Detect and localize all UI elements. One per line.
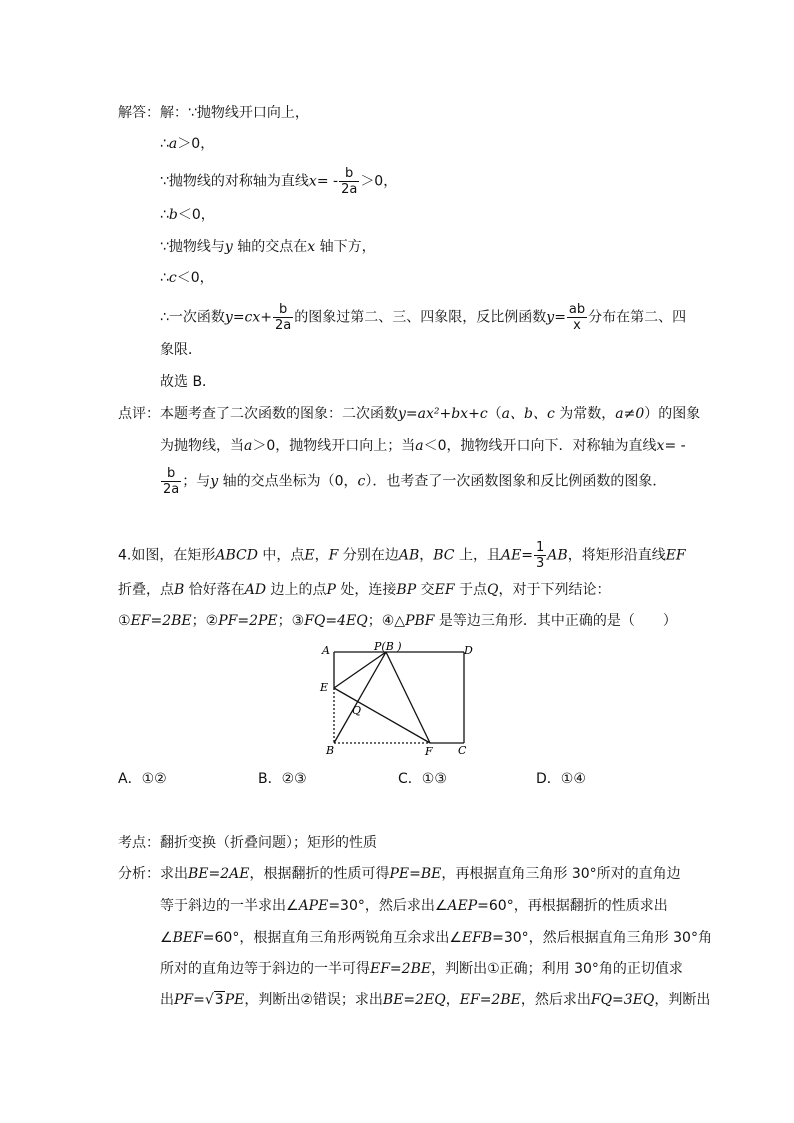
- math-expr: PE=BE: [389, 866, 442, 882]
- math-expr: a≠0: [615, 406, 645, 422]
- analysis-text: ，判断出①正确；利用 30°角的正切值求: [431, 961, 683, 977]
- line-ef: [334, 688, 430, 743]
- q4-text: 中，点: [257, 547, 305, 564]
- answer-line-3: [160, 166, 397, 197]
- comment-text: 轴的交点坐标为（0，: [218, 473, 358, 490]
- sqrt-radicand: 3: [214, 992, 224, 1008]
- comment-text: （: [487, 406, 502, 422]
- q4-text: ，: [314, 547, 329, 564]
- math-var: b: [168, 207, 178, 223]
- math-var: y: [210, 473, 219, 490]
- answer-text: 轴的交点在: [232, 239, 308, 255]
- math-expr: BEF: [172, 930, 203, 946]
- fraction-numerator: 1: [536, 540, 545, 555]
- math-expr: EF=2BE: [370, 961, 432, 977]
- fraction-denominator: 2a: [275, 318, 292, 333]
- comment-text: 本题考查了二次函数的图象：二次函数: [160, 406, 398, 422]
- math-var: E: [304, 547, 315, 564]
- q4-text: 上，且: [454, 547, 501, 564]
- math-expr: a、b、c: [501, 406, 555, 422]
- analysis-text: ，: [445, 992, 460, 1008]
- answer-text: ＜0，: [177, 207, 215, 223]
- comment-line-2: [160, 436, 686, 456]
- math-expr: AB: [398, 547, 420, 564]
- answer-text: 轴下方，: [315, 239, 376, 255]
- label-f: F: [425, 745, 433, 758]
- math-expr: EF=2BE: [459, 992, 521, 1008]
- answer-text: ∴: [160, 207, 169, 223]
- analysis-line-4: [160, 959, 683, 979]
- rectangle-fold-figure: [318, 640, 478, 760]
- q4-text: ；②: [191, 613, 219, 629]
- analysis-text: =60°，再根据翻折的性质求出: [477, 898, 668, 914]
- analysis-text: 所对的直角边等于斜边的一半可得: [160, 961, 370, 977]
- analysis-text: =30°，然后根据直角三角形 30°角: [492, 930, 712, 946]
- math-expr: BP: [396, 582, 417, 598]
- comment-text: ）的图象: [644, 406, 701, 422]
- answer-text: ∴一次函数: [160, 309, 225, 326]
- answer-line-5: [160, 237, 376, 257]
- fraction-numerator: ab: [568, 302, 586, 317]
- question4-line-1: [118, 540, 686, 571]
- answer-text: ＞0，: [360, 173, 398, 190]
- answer-text: = -: [316, 173, 339, 190]
- math-var: c: [168, 270, 177, 286]
- q4-text: 于点: [454, 582, 487, 598]
- math-expr: FQ=4EQ: [304, 613, 368, 629]
- math-expr: BE=2AE: [188, 866, 250, 882]
- answer-line-6: [160, 268, 214, 288]
- q4-text: 是等边三角形．其中正确的是（ ）: [434, 613, 677, 629]
- math-var: x: [307, 239, 316, 255]
- label-pb: P(B ): [374, 640, 402, 653]
- analysis-text: ∠: [160, 930, 173, 946]
- comment-text: ＞0，抛物线开口向上；当: [252, 438, 416, 454]
- analysis-line-5: [160, 990, 710, 1010]
- answer-text: ＞0，: [177, 136, 215, 152]
- answer-text: ∴: [160, 136, 169, 152]
- fraction-denominator: 3: [536, 556, 545, 571]
- analysis-label: 分析：: [118, 866, 160, 882]
- option-d[interactable]: D．①④: [536, 771, 586, 787]
- answer-text: 解：∵抛物线开口向上，: [160, 105, 309, 121]
- fraction-denominator: 2a: [163, 482, 180, 497]
- option-a[interactable]: A．①②: [118, 771, 167, 787]
- analysis-text: ，然后求出: [520, 992, 591, 1008]
- math-expr: y=ax²+bx+c: [398, 406, 488, 422]
- question4-line-2: [118, 580, 610, 600]
- label-d: D: [464, 644, 473, 657]
- math-expr: EFB: [461, 930, 493, 946]
- line-pf: [386, 652, 430, 743]
- math-var: P: [326, 582, 336, 598]
- math-var: x: [656, 438, 665, 454]
- math-expr: AEP: [447, 898, 478, 914]
- math-expr: BC: [433, 547, 455, 564]
- option-b[interactable]: B．②③: [258, 771, 307, 787]
- math-var: x: [308, 173, 317, 190]
- fraction-numerator: b: [339, 166, 359, 182]
- answer-line-4: [160, 205, 215, 225]
- answer-line-7: [160, 302, 686, 333]
- answer-text: ∵抛物线的对称轴为直线: [160, 173, 309, 190]
- analysis-text: =60°，根据直角三角形两锐角互余求出∠: [202, 930, 462, 946]
- q4-text: 恰好落在: [184, 582, 245, 598]
- math-expr: FQ=3EQ: [590, 992, 655, 1008]
- fraction-numerator: b: [273, 302, 293, 318]
- q4-text: ①: [118, 613, 131, 629]
- math-expr: APE: [298, 898, 329, 914]
- answer-line-9: 故选 B．: [160, 374, 217, 390]
- math-expr: AE=: [500, 547, 534, 564]
- q4-text: 处，连接: [335, 582, 397, 598]
- analysis-text: 等于斜边的一半求出∠: [160, 898, 299, 914]
- math-var: y: [224, 239, 233, 255]
- math-expr: PF=2PE: [218, 613, 278, 629]
- math-expr: BE=2EQ: [382, 992, 446, 1008]
- q4-text: ；③: [277, 613, 305, 629]
- fraction: [534, 540, 546, 571]
- math-expr: EF: [434, 582, 455, 598]
- math-var: B: [174, 582, 185, 598]
- analysis-line-3: [160, 928, 712, 948]
- math-var: c: [357, 473, 366, 490]
- analysis-text: ，根据翻折的性质可得: [249, 866, 390, 882]
- sqrt-sign: √: [204, 992, 214, 1008]
- answer-text: ＜0，: [176, 270, 214, 286]
- math-expr: EF=2BE: [130, 613, 192, 629]
- math-expr: PE: [224, 992, 245, 1008]
- q4-text: 4.如图，在矩形: [118, 547, 216, 564]
- analysis-line-2: [160, 896, 668, 916]
- q4-text: ，将矩形沿直线: [567, 547, 666, 564]
- fraction: [273, 302, 293, 333]
- math-expr: EF: [665, 547, 686, 564]
- fraction: [161, 466, 181, 497]
- math-var: a: [168, 136, 178, 152]
- label-e: E: [320, 681, 329, 694]
- fraction-denominator: 2a: [341, 182, 358, 197]
- answer-text: ∵抛物线与: [160, 239, 225, 255]
- analysis-text: 出: [160, 992, 174, 1008]
- comment-text: ＜0，抛物线开口向下．对称轴为直线: [423, 438, 657, 454]
- comment-text: 为常数，: [554, 406, 616, 422]
- math-expr: y=: [546, 309, 566, 326]
- fraction-denominator: x: [573, 318, 581, 333]
- q4-text: 分别在边: [338, 547, 399, 564]
- analysis-text: ，判断出②错误；求出: [244, 992, 383, 1008]
- math-var: Q: [486, 582, 499, 598]
- math-var: F: [328, 547, 339, 564]
- q4-text: 边上的点: [266, 582, 327, 598]
- comment-line-1: [118, 404, 700, 424]
- kaodian-text: 翻折变换（折叠问题）；矩形的性质: [160, 835, 377, 851]
- line-ep: [334, 652, 386, 688]
- line-pb: [334, 652, 386, 743]
- math-expr: y=cx+: [224, 309, 273, 326]
- option-c[interactable]: C．①③: [398, 771, 447, 787]
- math-expr: ABCD: [215, 547, 258, 564]
- answer-text: 的图象过第二、三、四象限，反比例函数: [294, 309, 547, 326]
- analysis-text: 求出: [160, 866, 188, 882]
- q4-text: ；④△: [367, 613, 406, 629]
- fraction: [567, 302, 587, 333]
- comment-label: 点评：: [118, 406, 160, 422]
- answer-label: 解答：: [118, 105, 160, 121]
- math-var: a: [244, 438, 253, 454]
- q4-text: ，: [419, 547, 434, 564]
- answer-text: 分布在第二、四: [588, 309, 687, 326]
- answer-line-1: [118, 103, 309, 123]
- math-expr: AD: [244, 582, 267, 598]
- question4-line-3: [118, 611, 677, 631]
- q4-text: 交: [416, 582, 435, 598]
- analysis-text: ，再根据直角三角形 30°所对的直角边: [441, 866, 681, 882]
- comment-line-3: [160, 466, 666, 497]
- comment-text: 为抛物线，当: [160, 438, 244, 454]
- q4-text: 折叠，点: [118, 582, 174, 598]
- kaodian-label: 考点：: [118, 835, 160, 851]
- math-var: a: [415, 438, 424, 454]
- answer-line-8: 象限．: [160, 342, 202, 358]
- answer-text: ∴: [160, 270, 169, 286]
- label-a: A: [322, 644, 330, 657]
- fraction-numerator: b: [161, 466, 181, 482]
- answer-line-2: [160, 134, 214, 154]
- comment-text: ）．也考查了一次函数图象和反比例函数的图象．: [365, 473, 667, 490]
- kaodian-line: [118, 833, 377, 853]
- comment-text: ；与: [182, 473, 211, 490]
- label-b: B: [326, 744, 335, 757]
- fraction: [339, 166, 359, 197]
- analysis-line-1: [118, 864, 681, 884]
- label-q: Q: [352, 704, 362, 717]
- math-expr: PF=: [174, 992, 205, 1008]
- q4-text: ，对于下列结论：: [498, 582, 611, 598]
- comment-text: = -: [664, 438, 686, 454]
- label-c: C: [458, 744, 467, 757]
- analysis-text: =30°，然后求出∠: [328, 898, 448, 914]
- math-expr: PBF: [405, 613, 435, 629]
- analysis-text: ，判断出: [654, 992, 711, 1008]
- math-expr: AB: [547, 547, 568, 564]
